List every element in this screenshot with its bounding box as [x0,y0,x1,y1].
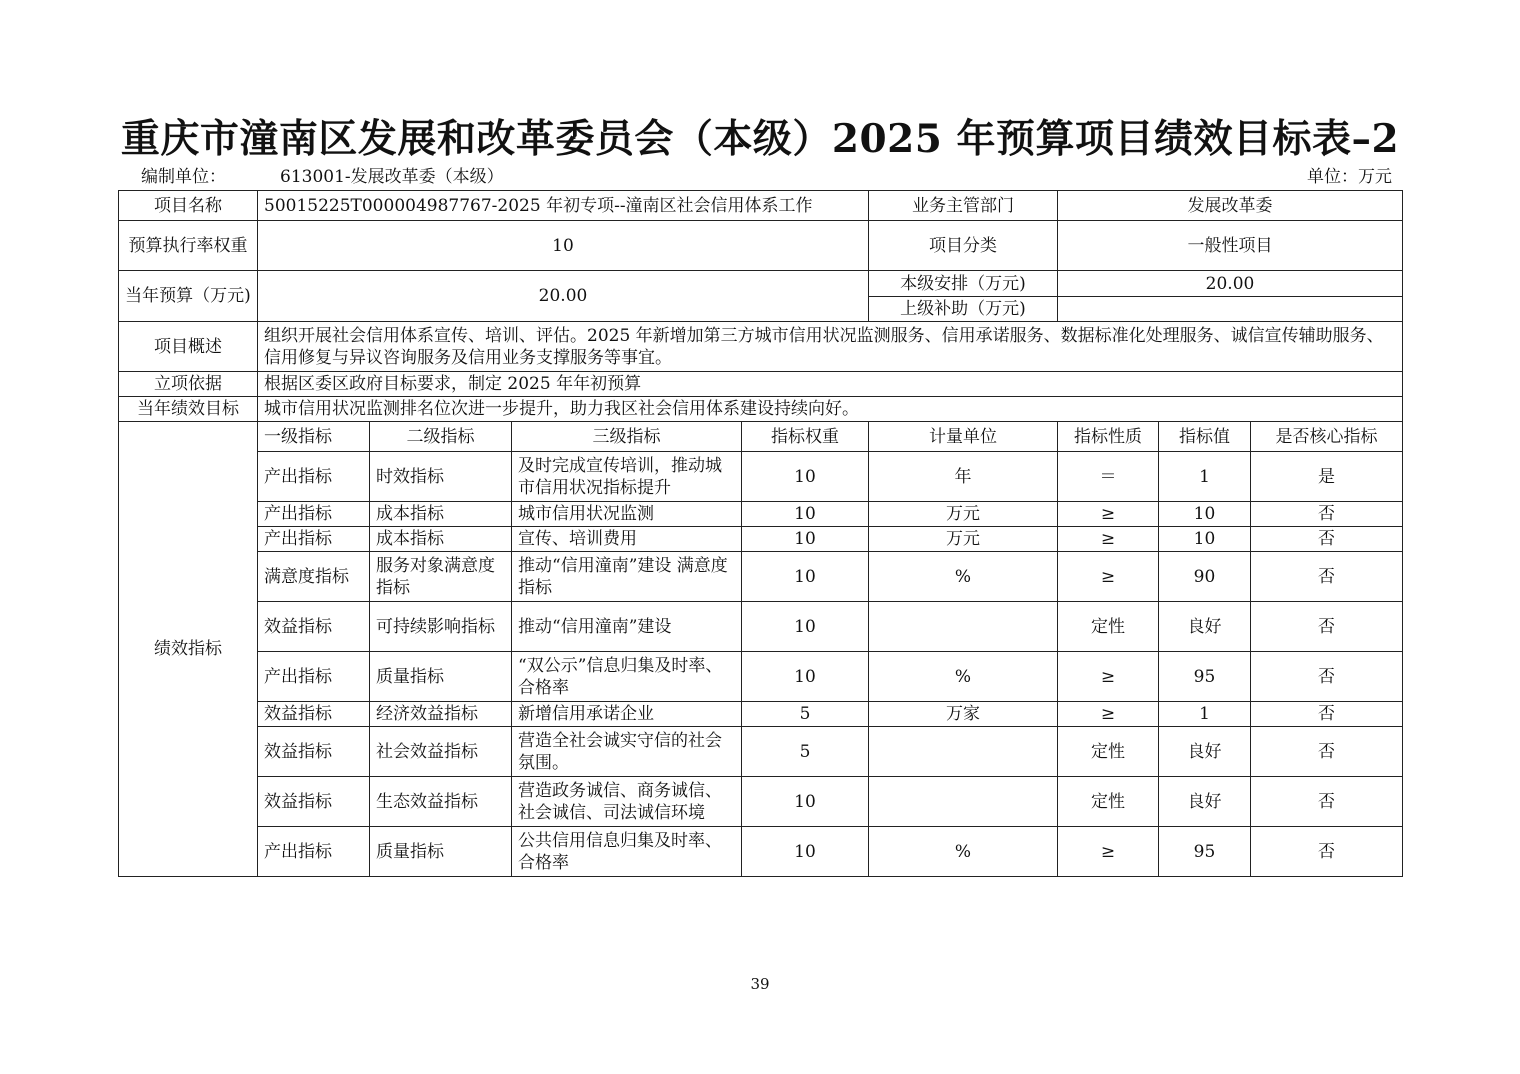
header-level1: 一级指标 [258,422,370,452]
cell-level2: 成本指标 [370,502,512,527]
cell-level1: 效益指标 [258,777,370,827]
table-row [119,527,1403,552]
cell-nature: ＝ [1058,452,1159,502]
page-title: 重庆市潼南区发展和改革委员会（本级）2025 年预算项目绩效目标表–2 [120,116,1400,162]
cell-level3: 营造政务诚信、商务诚信、社会诚信、司法诚信环境 [512,777,742,827]
local-value: 20.00 [1058,271,1403,297]
weight-label: 预算执行率权重 [119,221,258,271]
table-row [119,602,1403,652]
cell-core: 否 [1251,652,1403,702]
compiler-value: 613001-发展改革委（本级） [280,167,504,187]
upper-label: 上级补助（万元) [869,297,1058,322]
cell-nature: 定性 [1058,777,1159,827]
cell-unit: % [869,827,1058,877]
cell-unit [869,602,1058,652]
header-core: 是否核心指标 [1251,422,1403,452]
project-name-value: 50015225T000004987767-2025 年初专项--潼南区社会信用体系工作 [258,191,869,221]
cell-unit: % [869,652,1058,702]
dept-value: 发展改革委 [1058,191,1403,221]
weight-value: 10 [258,221,869,271]
cell-level2: 社会效益指标 [370,727,512,777]
cell-level1: 产出指标 [258,452,370,502]
cell-value: 良好 [1159,777,1251,827]
upper-value [1058,297,1403,322]
cell-nature: ≥ [1058,827,1159,877]
row-weight [119,221,1403,271]
compiler-info [141,162,504,187]
cell-core: 否 [1251,602,1403,652]
cell-value: 95 [1159,652,1251,702]
header-unit: 计量单位 [869,422,1058,452]
unit-label: 单位：万元 [1307,167,1392,187]
cell-weight: 5 [742,727,869,777]
cell-level1: 效益指标 [258,702,370,727]
goal-value: 城市信用状况监测排名位次进一步提升，助力我区社会信用体系建设持续向好。 [258,397,1403,422]
cell-unit [869,727,1058,777]
cell-level2: 质量指标 [370,827,512,877]
cell-nature: ≥ [1058,552,1159,602]
cell-level2: 经济效益指标 [370,702,512,727]
table-row [119,702,1403,727]
cell-core: 是 [1251,452,1403,502]
cell-level2: 成本指标 [370,527,512,552]
cell-level1: 满意度指标 [258,552,370,602]
cell-level2: 生态效益指标 [370,777,512,827]
cell-nature: ≥ [1058,527,1159,552]
cell-unit: 年 [869,452,1058,502]
cell-core: 否 [1251,827,1403,877]
overview-label: 项目概述 [119,322,258,372]
dept-label: 业务主管部门 [869,191,1058,221]
cell-weight: 10 [742,552,869,602]
indicators-section-label: 绩效指标 [119,422,258,877]
cell-level1: 产出指标 [258,827,370,877]
row-project-name [119,191,1403,221]
cell-nature: 定性 [1058,602,1159,652]
cell-level3: 推动“信用潼南”建设 满意度指标 [512,552,742,602]
cell-level1: 效益指标 [258,602,370,652]
row-goal [119,397,1403,422]
cell-nature: ≥ [1058,652,1159,702]
row-overview [119,322,1403,372]
cell-core: 否 [1251,777,1403,827]
cell-value: 1 [1159,702,1251,727]
category-value: 一般性项目 [1058,221,1403,271]
cell-nature: ≥ [1058,702,1159,727]
table-row [119,502,1403,527]
local-label: 本级安排（万元) [869,271,1058,297]
cell-level3: 城市信用状况监测 [512,502,742,527]
cell-value: 10 [1159,527,1251,552]
cell-unit: 万元 [869,527,1058,552]
cell-level1: 产出指标 [258,502,370,527]
cell-level2: 服务对象满意度指标 [370,552,512,602]
goal-label: 当年绩效目标 [119,397,258,422]
cell-level3: 推动“信用潼南”建设 [512,602,742,652]
cell-core: 否 [1251,727,1403,777]
cell-value: 1 [1159,452,1251,502]
cell-value: 95 [1159,827,1251,877]
cell-level3: 公共信用信息归集及时率、合格率 [512,827,742,877]
cell-weight: 10 [742,652,869,702]
project-name-label: 项目名称 [119,191,258,221]
cell-level3: 新增信用承诺企业 [512,702,742,727]
cell-level1: 产出指标 [258,652,370,702]
cell-level1: 效益指标 [258,727,370,777]
budget-label: 当年预算（万元) [119,271,258,322]
header-nature: 指标性质 [1058,422,1159,452]
cell-core: 否 [1251,502,1403,527]
cell-unit: 万家 [869,702,1058,727]
cell-level2: 时效指标 [370,452,512,502]
table-row [119,777,1403,827]
indicator-header-row [119,422,1403,452]
header-value: 指标值 [1159,422,1251,452]
cell-nature: 定性 [1058,727,1159,777]
cell-weight: 10 [742,777,869,827]
cell-core: 否 [1251,702,1403,727]
cell-weight: 10 [742,502,869,527]
compiler-label: 编制单位： [141,167,226,187]
page-number: 39 [750,975,770,993]
cell-weight: 10 [742,527,869,552]
header-level2: 二级指标 [370,422,512,452]
cell-level1: 产出指标 [258,527,370,552]
row-budget [119,271,1403,297]
row-basis [119,372,1403,397]
basis-label: 立项依据 [119,372,258,397]
cell-level3: 宣传、培训费用 [512,527,742,552]
cell-level2: 可持续影响指标 [370,602,512,652]
cell-value: 10 [1159,502,1251,527]
cell-level3: 营造全社会诚实守信的社会氛围。 [512,727,742,777]
cell-weight: 10 [742,827,869,877]
table-row [119,827,1403,877]
overview-value: 组织开展社会信用体系宣传、培训、评估。2025 年新增加第三方城市信用状况监测服务、信用承诺服务、数据标准化处理服务、诚信宣传辅助服务、信用修复与异议咨询服务及信用业务支撑服务等事宜。 [258,322,1403,372]
cell-nature: ≥ [1058,502,1159,527]
table-row [119,727,1403,777]
category-label: 项目分类 [869,221,1058,271]
table-row [119,452,1403,502]
header-level3: 三级指标 [512,422,742,452]
cell-value: 良好 [1159,727,1251,777]
cell-value: 90 [1159,552,1251,602]
table-row [119,552,1403,602]
cell-level2: 质量指标 [370,652,512,702]
cell-weight: 5 [742,702,869,727]
cell-weight: 10 [742,452,869,502]
cell-value: 良好 [1159,602,1251,652]
cell-unit: 万元 [869,502,1058,527]
cell-level3: “双公示”信息归集及时率、合格率 [512,652,742,702]
cell-unit [869,777,1058,827]
performance-table [118,190,1403,877]
cell-level3: 及时完成宣传培训，推动城市信用状况指标提升 [512,452,742,502]
cell-core: 否 [1251,527,1403,552]
budget-value: 20.00 [258,271,869,322]
cell-core: 否 [1251,552,1403,602]
header-weight: 指标权重 [742,422,869,452]
cell-unit: % [869,552,1058,602]
table-row [119,652,1403,702]
cell-weight: 10 [742,602,869,652]
basis-value: 根据区委区政府目标要求，制定 2025 年年初预算 [258,372,1403,397]
